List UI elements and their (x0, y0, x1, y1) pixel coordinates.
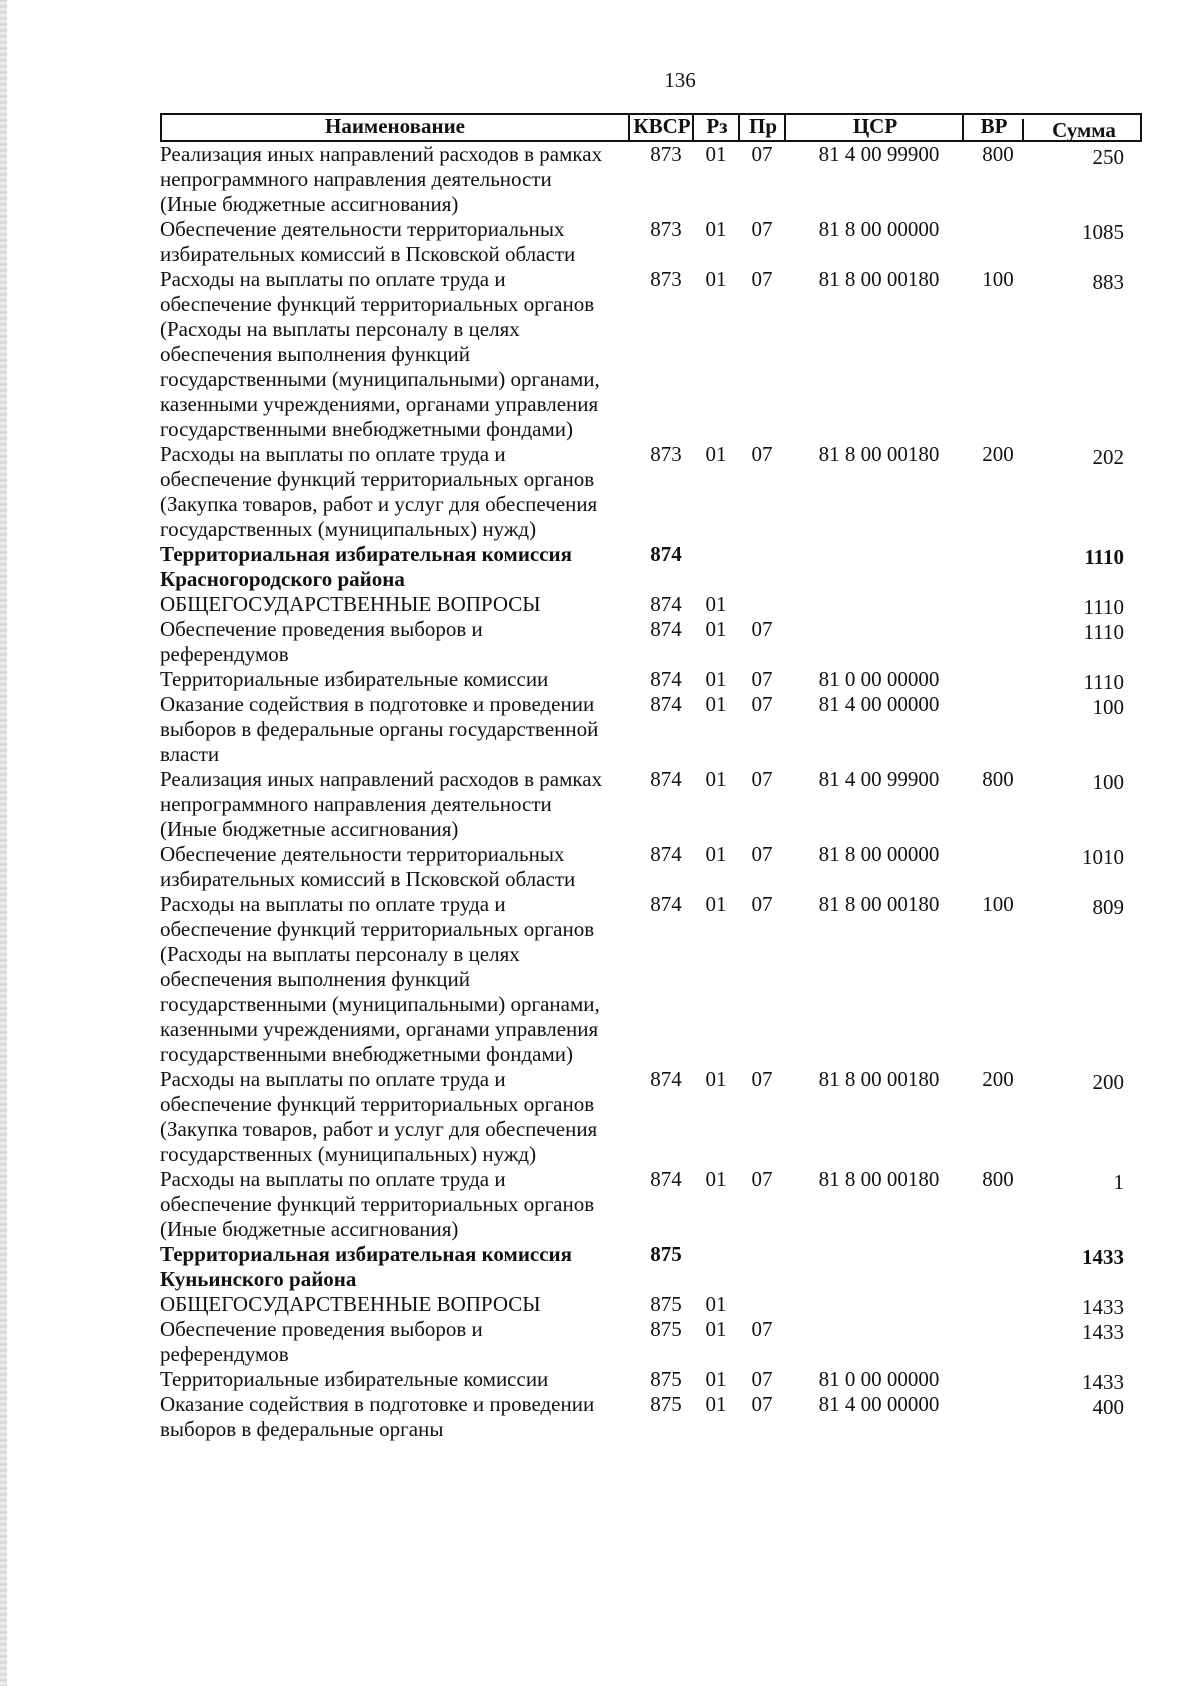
header-csr: ЦСР (784, 115, 964, 140)
table-row (160, 1167, 1142, 1242)
cell-name: Территориальные избирательные комиссии (160, 1367, 549, 1391)
cell-kvsr: 874 (650, 767, 682, 791)
table-row (160, 142, 1142, 217)
cell-vr: 800 (982, 142, 1014, 166)
cell-rz: 01 (705, 217, 727, 241)
cell-kvsr: 874 (650, 667, 682, 691)
table-row (160, 1292, 1142, 1317)
cell-name: ОБЩЕГОСУДАРСТВЕННЫЕ ВОПРОСЫ (160, 592, 541, 616)
cell-pr: 07 (751, 1392, 773, 1416)
cell-pr: 07 (751, 1067, 773, 1091)
cell-kvsr: 874 (650, 617, 682, 641)
cell-name: Расходы на выплаты по оплате труда и обеспечение функций территориальных органов (Расходы на выплаты персоналу в целях обеспечения выполнения функций государственными (муниципальными) органами, казенными учреждениями, органами управления государственными внебюджетными фондами) (160, 892, 600, 1066)
table-row-section (160, 1242, 1142, 1292)
cell-rz: 01 (705, 1067, 727, 1091)
cell-pr: 07 (751, 667, 773, 691)
cell-csr: 81 8 00 00180 (818, 892, 940, 916)
cell-name: Расходы на выплаты по оплате труда и обеспечение функций территориальных органов (Закупка товаров, работ и услуг для обеспечения государственных (муниципальных) нужд) (160, 442, 598, 541)
cell-sum: 100 (1092, 695, 1124, 719)
cell-sum: 202 (1092, 445, 1124, 469)
cell-csr: 81 8 00 00180 (818, 1067, 940, 1091)
cell-csr: 81 0 00 00000 (818, 1367, 940, 1391)
cell-csr: 81 4 00 00000 (818, 1392, 940, 1416)
cell-name: Обеспечение деятельности территориальных избирательных комиссий в Псковской области (160, 842, 576, 891)
cell-pr: 07 (751, 617, 773, 641)
cell-kvsr: 873 (650, 442, 682, 466)
table-body (160, 142, 1142, 1442)
cell-kvsr: 875 (650, 1292, 682, 1316)
table-row (160, 842, 1142, 892)
cell-sum: 1110 (1083, 595, 1124, 619)
cell-sum: 1433 (1082, 1320, 1124, 1344)
cell-csr: 81 8 00 00180 (818, 442, 940, 466)
cell-name: Оказание содействия в подготовке и проведении выборов в федеральные органы государственной власти (160, 692, 599, 766)
cell-kvsr: 874 (650, 592, 682, 616)
cell-name: Реализация иных направлений расходов в рамках непрограммного направления деятельности (Иные бюджетные ассигнования) (160, 767, 603, 841)
cell-rz: 01 (705, 692, 727, 716)
cell-name: Обеспечение проведения выборов и референдумов (160, 1317, 483, 1366)
cell-name: Реализация иных направлений расходов в рамках непрограммного направления деятельности (Иные бюджетные ассигнования) (160, 142, 603, 216)
cell-rz: 01 (705, 592, 727, 616)
scan-edge (0, 0, 7, 1686)
cell-vr: 200 (982, 442, 1014, 466)
cell-sum: 1110 (1083, 670, 1124, 694)
cell-rz: 01 (705, 892, 727, 916)
table-row (160, 592, 1142, 617)
cell-pr: 07 (751, 767, 773, 791)
table-row (160, 692, 1142, 767)
table-row (160, 1067, 1142, 1167)
cell-pr: 07 (751, 267, 773, 291)
cell-vr: 100 (982, 267, 1014, 291)
cell-pr: 07 (751, 1317, 773, 1341)
cell-kvsr: 874 (650, 842, 682, 866)
cell-name: ОБЩЕГОСУДАРСТВЕННЫЕ ВОПРОСЫ (160, 1292, 541, 1316)
cell-kvsr: 874 (650, 542, 682, 566)
cell-kvsr: 875 (650, 1317, 682, 1341)
cell-kvsr: 875 (650, 1392, 682, 1416)
cell-name: Обеспечение проведения выборов и референдумов (160, 617, 483, 666)
cell-sum: 1110 (1084, 545, 1124, 569)
cell-name: Обеспечение деятельности территориальных избирательных комиссий в Псковской области (160, 217, 576, 266)
cell-kvsr: 874 (650, 692, 682, 716)
cell-csr: 81 4 00 99900 (818, 142, 940, 166)
cell-kvsr: 875 (650, 1367, 682, 1391)
cell-sum: 1433 (1082, 1295, 1124, 1319)
table-row (160, 892, 1142, 1067)
cell-pr: 07 (751, 442, 773, 466)
cell-rz: 01 (705, 442, 727, 466)
cell-rz: 01 (705, 1167, 727, 1191)
cell-name: Расходы на выплаты по оплате труда и обеспечение функций территориальных органов (Иные бюджетные ассигнования) (160, 1167, 595, 1241)
table-row (160, 1367, 1142, 1392)
cell-rz: 01 (705, 1292, 727, 1316)
cell-pr: 07 (751, 1167, 773, 1191)
cell-csr: 81 8 00 00000 (818, 217, 940, 241)
cell-kvsr: 874 (650, 892, 682, 916)
table-row (160, 1392, 1142, 1442)
cell-name: Расходы на выплаты по оплате труда и обеспечение функций территориальных органов (Закупка товаров, работ и услуг для обеспечения государственных (муниципальных) нужд) (160, 1067, 598, 1166)
cell-kvsr: 873 (650, 217, 682, 241)
cell-rz: 01 (705, 1367, 727, 1391)
cell-rz: 01 (705, 667, 727, 691)
cell-csr: 81 8 00 00000 (818, 842, 940, 866)
cell-pr: 07 (751, 1367, 773, 1391)
cell-name: Территориальная избирательная комиссия Куньинского района (160, 1242, 573, 1291)
cell-kvsr: 873 (650, 267, 682, 291)
cell-sum: 809 (1092, 895, 1124, 919)
cell-sum: 100 (1092, 770, 1124, 794)
cell-sum: 1010 (1082, 845, 1124, 869)
table-row (160, 442, 1142, 542)
table-header (160, 113, 1142, 142)
cell-vr: 800 (982, 767, 1014, 791)
cell-pr: 07 (751, 142, 773, 166)
cell-kvsr: 873 (650, 142, 682, 166)
cell-csr: 81 8 00 00180 (818, 1167, 940, 1191)
cell-rz: 01 (705, 267, 727, 291)
cell-name: Территориальная избирательная комиссия Красногородского района (160, 542, 573, 591)
cell-name: Оказание содействия в подготовке и проведении выборов в федеральные органы (160, 1392, 595, 1441)
cell-sum: 1 (1113, 1170, 1124, 1194)
cell-kvsr: 874 (650, 1067, 682, 1091)
cell-rz: 01 (705, 617, 727, 641)
cell-pr: 07 (751, 692, 773, 716)
cell-sum: 250 (1092, 145, 1124, 169)
cell-sum: 1110 (1083, 620, 1124, 644)
cell-sum: 400 (1092, 1395, 1124, 1419)
header-sum: Сумма (1022, 119, 1144, 140)
header-pr: Пр (738, 115, 786, 140)
cell-csr: 81 4 00 00000 (818, 692, 940, 716)
cell-kvsr: 874 (650, 1167, 682, 1191)
cell-sum: 1085 (1082, 220, 1124, 244)
cell-csr: 81 4 00 99900 (818, 767, 940, 791)
cell-pr: 07 (751, 892, 773, 916)
cell-sum: 1433 (1082, 1245, 1124, 1269)
cell-name: Расходы на выплаты по оплате труда и обеспечение функций территориальных органов (Расходы на выплаты персоналу в целях обеспечения выполнения функций государственными (муниципальными) органами, казенными учреждениями, органами управления государственными внебюджетными фондами) (160, 267, 600, 441)
cell-vr: 100 (982, 892, 1014, 916)
cell-name: Территориальные избирательные комиссии (160, 667, 549, 691)
cell-vr: 200 (982, 1067, 1014, 1091)
cell-pr: 07 (751, 842, 773, 866)
cell-sum: 883 (1092, 270, 1124, 294)
cell-sum: 1433 (1082, 1370, 1124, 1394)
header-vr: ВР (962, 115, 1024, 140)
table-row-section (160, 542, 1142, 592)
cell-vr: 800 (982, 1167, 1014, 1191)
cell-csr: 81 8 00 00180 (818, 267, 940, 291)
header-kvsr: КВСР (628, 115, 694, 140)
cell-rz: 01 (705, 1392, 727, 1416)
cell-csr: 81 0 00 00000 (818, 667, 940, 691)
table-row (160, 617, 1142, 667)
cell-rz: 01 (705, 767, 727, 791)
cell-pr: 07 (751, 217, 773, 241)
table-row (160, 1317, 1142, 1367)
budget-table (160, 113, 1142, 1442)
cell-rz: 01 (705, 842, 727, 866)
cell-rz: 01 (705, 1317, 727, 1341)
cell-rz: 01 (705, 142, 727, 166)
table-row (160, 217, 1142, 267)
header-name: Наименование (325, 114, 465, 138)
header-rz: Рз (692, 115, 740, 140)
cell-sum: 200 (1092, 1070, 1124, 1094)
page-number: 136 (664, 68, 696, 92)
table-row (160, 667, 1142, 692)
cell-kvsr: 875 (650, 1242, 682, 1266)
table-row (160, 267, 1142, 442)
table-row (160, 767, 1142, 842)
